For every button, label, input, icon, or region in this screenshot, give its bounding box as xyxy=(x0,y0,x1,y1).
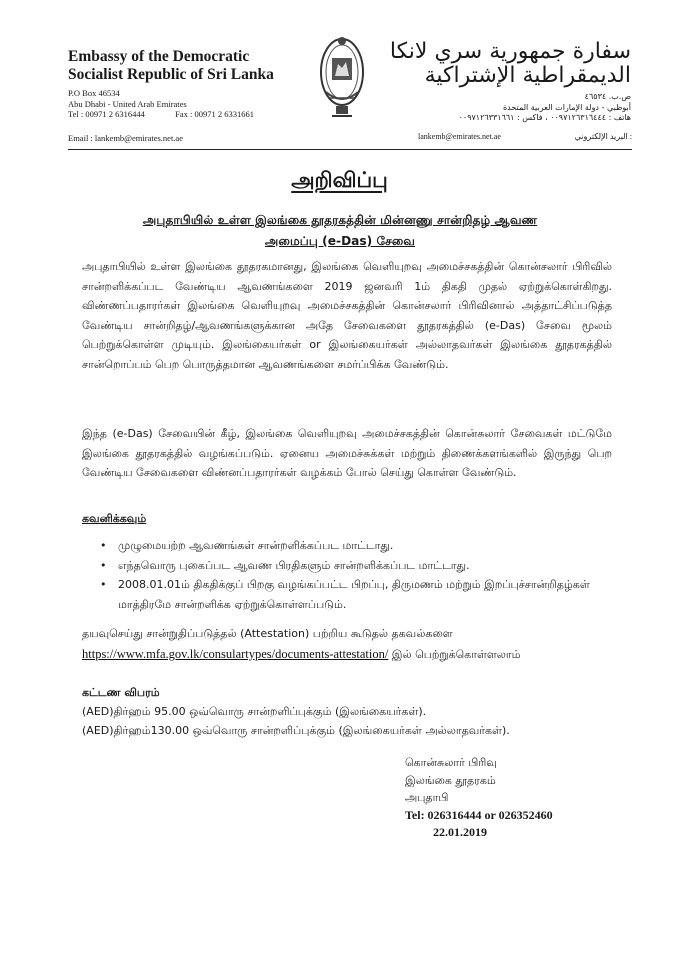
phone-fax xyxy=(68,109,254,120)
signature-line1: கொன்சுலார் பிரிவு xyxy=(405,756,497,769)
tel: Tel : 00971 2 6316444 xyxy=(68,109,145,119)
notice-subtitle xyxy=(60,210,620,252)
attestation-line: தயவுசெய்து சான்றுதிப்படுத்தல் (Attestation) பற்றிய கூடுதல் தகவல்களை xyxy=(82,627,453,640)
attestation-link-row xyxy=(82,644,622,665)
city: Abu Dhabi - United Arab Emirates xyxy=(68,98,187,109)
embassy-name-line1: Embassy of the Democratic xyxy=(68,48,250,65)
signature-tel: Tel: 026316444 or 026352460 xyxy=(405,807,553,822)
sri-lanka-emblem-icon xyxy=(318,32,366,122)
paragraph-2: இந்த (e-Das) சேவையின் கீழ், இலங்கை வெளியுறவு அமைச்சகத்தின் கொன்சுலார் சேவைகள் மட்டுமே இலங்கை தூதரகத்தில் வழங்கப்படும். ஏனைய அமைச்சுக்கள் மற்றும் திணைக்களங்களில் இருந்து பெற வேண்டிய சேவைகளை விண்னப்பதாரர்கள் வழக்கம் போல் செய்து கொள்ள வேண்டும். xyxy=(82,427,612,480)
fee-list xyxy=(82,702,510,740)
signature-line3: அபுதாபி xyxy=(405,791,449,804)
embassy-email: Email : lankemb@emirates.net.ae xyxy=(68,133,183,143)
fax: Fax : 00971 2 6331661 xyxy=(175,109,254,119)
po-box: P.O Box 46534 xyxy=(68,88,120,98)
notice-title xyxy=(0,168,679,195)
embassy-name-line2: Socialist Republic of Sri Lanka xyxy=(68,66,274,83)
attestation-info xyxy=(82,624,622,665)
notice-title-text: அறிவிப்பு xyxy=(291,168,388,192)
list-item: • முழுமையற்ற ஆவணங்கள் சான்றளிக்கப்பட மாட்டாது. xyxy=(100,536,620,556)
subtitle-line1: அபுதாபியில் உள்ள இலங்கை தூதரகத்தின் மின்னணு சான்றிதழ் ஆவண xyxy=(142,213,538,227)
paragraph-1: அபுதாபியில் உள்ள இலங்கை தூதரகமானது, இலங்கை வெளியுறவு அமைச்சகத்தின் கொன்சலார் பிரிவில் சான்றளிக்கப்பட வேண்டிய ஆவணங்களை 2019 ஜனவரி 1ம் திகதி முதல் ஏற்றுக்கொள்கிறது. விண்ணப்பதாரர்கள் இலங்கை வெளியுறவு அமைச்சகத்தின் கொன்சலார் பிரிவினால் அத்தாட்சிப்படுத்த வேண்டிய சான்றிதழ்/ஆவணங்களுக்கான அதே சேவைகளை தூதரகத்தில் (e-Das) சேவை மூலம் பெற்றுக்கொள்ள முடியும். இலங்கையர்கள் or இலங்கையர்கள் அல்லாதவர்கள் இலங்கை தூதரகத்தில் சான்றொப்பம் பெற பொருத்தமான ஆவணங்களை சமர்ப்பிக்க வேண்டும். xyxy=(82,260,612,371)
arabic-po-box: ص.ب. ٤٦٥٣٤ xyxy=(584,92,631,101)
arabic-tel: هاتف : ٠٠٩٧١٢٦٣١٦٤٤٤ ، فاكس : ٠٠٩٧١٢٦٣٣١٦٦١ xyxy=(458,113,631,122)
arabic-email-label: البريد الإلكتروني : xyxy=(574,132,632,141)
arabic-email-value: lankemb@emirates.net.ae xyxy=(418,132,501,141)
signature-line2: இலங்கை தூதரகம் xyxy=(405,773,496,787)
signature-date: 22.01.2019 xyxy=(433,825,487,839)
subtitle-line2: அமைப்பு (e-Das) சேவை xyxy=(264,234,416,248)
attestation-link[interactable]: https://www.mfa.gov.lk/consulartypes/documents-attestation/ xyxy=(82,647,389,661)
embassy-address-arabic xyxy=(459,92,631,124)
embassy-address xyxy=(68,88,254,120)
embassy-email-arabic xyxy=(418,132,632,141)
fee-heading: கட்டண விபரம் xyxy=(82,686,160,699)
embassy-name xyxy=(68,48,274,84)
arabic-name-line1: سفارة جمهورية سري لانكا xyxy=(389,39,631,64)
note-heading: கவனிக்கவும் xyxy=(82,512,147,525)
signature-block xyxy=(405,754,553,842)
header-divider xyxy=(68,149,632,150)
arabic-name-line2: الديمقراطية الإشتراكية xyxy=(424,63,631,88)
list-item: • 2008.01.01ம் திகதிக்குப் பிறகு வழங்கப்பட்ட பிறப்பு, திருமணம் மற்றும் இறப்புச்சான்றிதழ்கள் மாத்திரமே சான்றளிக்க ஏற்றுக்கொள்ளப்படும். xyxy=(100,575,620,614)
embassy-name-arabic xyxy=(390,40,631,88)
note-list xyxy=(100,536,620,614)
attestation-suffix: இல் பெற்றுக்கொள்ளலாம் xyxy=(388,648,521,661)
fee-non-sri-lankans: (AED)திர்ஹம்130.00 ஒவ்வொரு சான்றளிப்புக்கும் (இலங்கையர்கள் அல்லாதவர்கள்). xyxy=(82,724,510,737)
list-item: • எந்தவொரு புகைப்பட ஆவண பிரதிகளும் சான்றளிக்கப்பட மாட்டாது. xyxy=(100,556,620,576)
fee-sri-lankans: (AED)திர்ஹம் 95.00 ஒவ்வொரு சான்றளிப்புக்கும் (இலங்கையர்கள்). xyxy=(82,705,427,718)
arabic-city: أبوظبي - دولة الإمارات العربية المتحدة xyxy=(502,102,631,112)
